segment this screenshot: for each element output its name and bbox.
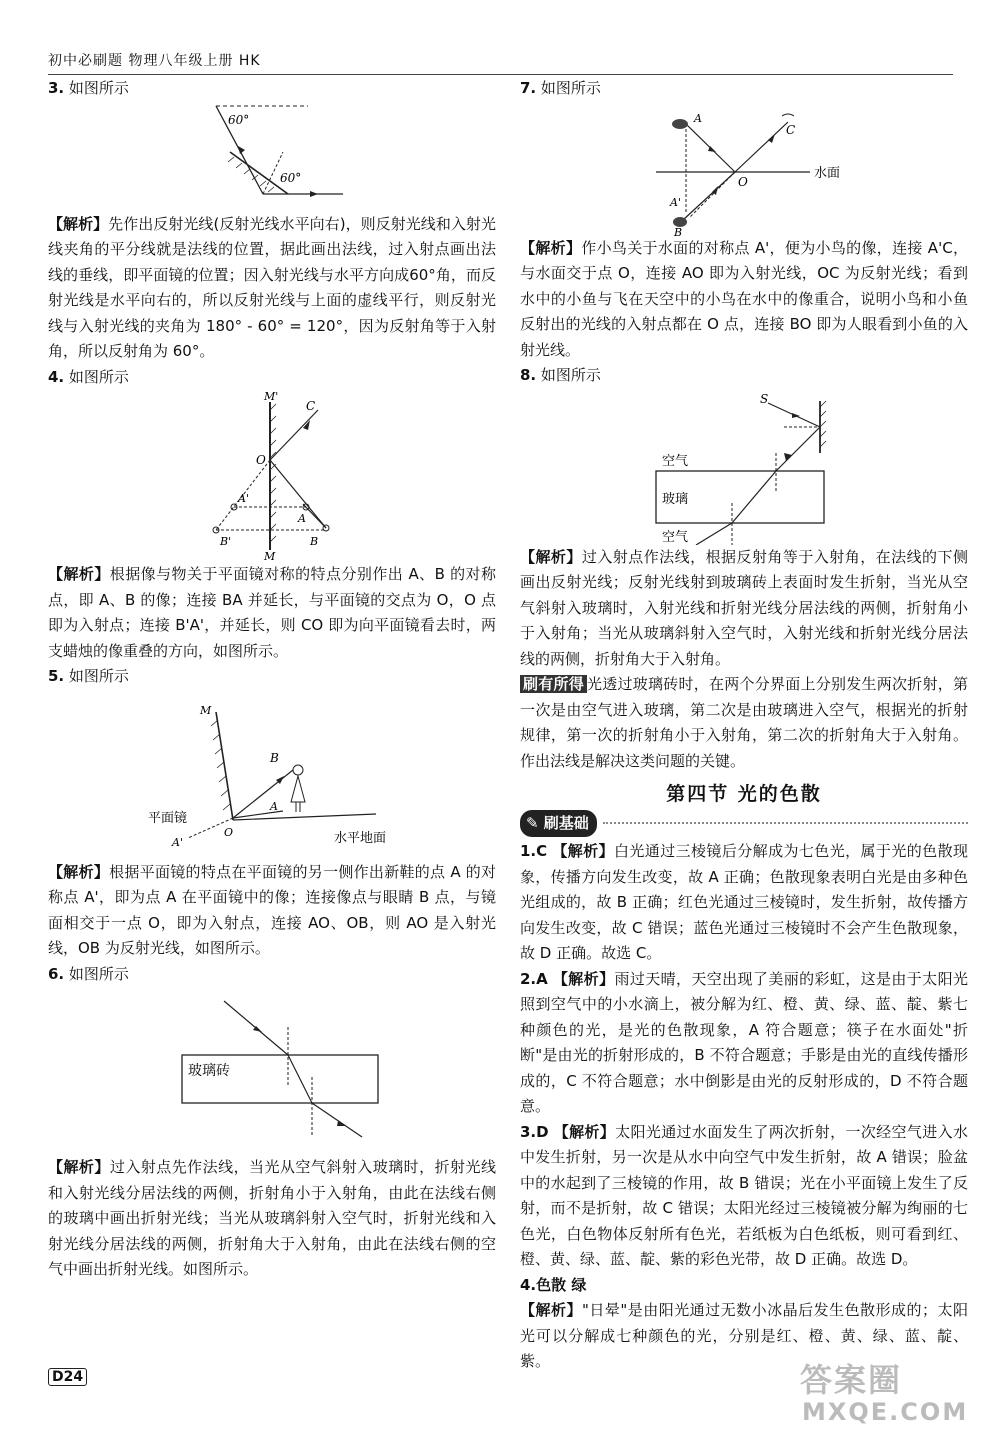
label: B bbox=[674, 225, 683, 236]
question-5 bbox=[48, 664, 496, 962]
explanation: 过入射点作法线，根据反射角等于入射角，在法线的下侧画出反射光线；反射光线射到玻璃砖上表面时发生折射，当光从空气斜射入玻璃时，入射光线和折射光线分居法线的两侧，折射角小于入射角；当光从玻璃斜射入空气时，入射光线和折射光线分居法线的两侧，折射角大于入射角。 bbox=[520, 547, 968, 668]
label: 空气 bbox=[662, 453, 689, 469]
label: A' bbox=[172, 835, 183, 849]
figure-q8 bbox=[520, 389, 968, 545]
header-divider bbox=[48, 74, 953, 75]
explanation: 根据像与物关于平面镜对称的特点分别作出 A、B 的对称点，即 A、B 的像；连接 BA 并延长，与平面镜的交点为 O，O 点即为入射点；连接 B'A'，并延长，则 CO 即为向平面镜看去时，两支蜡烛的像重叠的方向，如图所示。 bbox=[48, 565, 496, 660]
label: A' bbox=[238, 492, 249, 505]
page-number: D24 bbox=[48, 1368, 87, 1386]
answer-number: 2. bbox=[520, 969, 537, 988]
label: M bbox=[264, 550, 276, 562]
label: B bbox=[310, 535, 319, 548]
answer-1 bbox=[520, 839, 968, 967]
answer-number: 4. bbox=[520, 1275, 537, 1294]
question-3 bbox=[48, 76, 496, 365]
watermark: 答案圈 bbox=[800, 1361, 903, 1399]
question-number: 7. bbox=[520, 79, 537, 97]
answer-number: 1. bbox=[520, 842, 537, 860]
label: O bbox=[256, 453, 266, 467]
label: C bbox=[786, 122, 796, 137]
question-title: 如图所示 bbox=[68, 367, 129, 386]
jiexi-tag: 【解析】 bbox=[552, 842, 614, 860]
pencil-icon: ✎ bbox=[526, 813, 544, 832]
question-title: 如图所示 bbox=[540, 79, 601, 97]
answer-choice: C bbox=[536, 842, 548, 860]
label: O bbox=[224, 825, 234, 839]
gain-label: 刷有所得 bbox=[520, 675, 587, 693]
watermark-url: MXQE.COM bbox=[802, 1398, 969, 1426]
explanation: 过入射点先作法线，当光从空气斜射入玻璃时，折射光线和入射光线分居法线的两侧，折射角小于入射角，由此在法线右侧的玻璃中画出折射光线；当光从玻璃斜射入空气时，折射光线和入射光线分居法线的两侧，折射角大于入射角，由此在法线右侧的空气中画出折射光线。如图所示。 bbox=[48, 1158, 496, 1278]
badge-pill bbox=[520, 810, 597, 838]
label: 水面 bbox=[814, 165, 841, 181]
answer-3 bbox=[520, 1120, 968, 1273]
angle-label: 60° bbox=[280, 170, 302, 185]
answer-4 bbox=[520, 1273, 968, 1299]
figure-q5 bbox=[48, 690, 496, 860]
label: A' bbox=[670, 195, 681, 209]
jiexi-tag: 【解析】 bbox=[48, 1158, 110, 1176]
label: A bbox=[270, 799, 278, 813]
label: M' bbox=[264, 390, 279, 403]
question-8 bbox=[520, 363, 968, 774]
explanation: 根据平面镜的特点在平面镜的另一侧作出新鞋的点 A 的对称点 A'，即为点 A 在平面镜中的像；连接像点与眼睛 B 点，与镜面相交于一点 O，即为入射点，连接 AO、OB，则 AO 是入射光线，OB 为反射光线，如图所示。 bbox=[48, 862, 496, 957]
gain-text: 光透过玻璃砖时，在两个分界面上分别发生两次折射，第一次是由空气进入玻璃，第二次是由玻璃进入空气，根据光的折射规律，第一次的折射角小于入射角，第二次的折射角大于入射角。作出法线是解决这类问题的关键。 bbox=[520, 675, 968, 770]
question-4 bbox=[48, 365, 496, 665]
explanation: 先作出反射光线(反射光线水平向右)，则反射光线和入射光线夹角的平分线就是法线的位置，据此画出法线，过入射点画出法线的垂线，即平面镜的位置；因入射光线与水平方向成60°角，而反射光线是水平向右的，所以反射光线与上面的虚线平行，则反射光线与入射光线的夹角为 180° - 60° = 120°，因为反射角等于入射角，所以反射角为 60°。 bbox=[48, 214, 496, 360]
answer-2 bbox=[520, 967, 968, 1120]
jiexi-tag: 【解析】 bbox=[520, 1301, 582, 1319]
question-title: 如图所示 bbox=[68, 667, 129, 685]
badge-divider bbox=[603, 822, 968, 824]
question-number: 8. bbox=[520, 366, 537, 384]
answer-text: 白光通过三棱镜后分解成为七色光，属于光的色散现象，传播方向发生改变，故 A 正确；色散现象表明白光是由多种色光组成的，故 B 正确；红色光通过三棱镜时，发生折射，故传播方向发生改变，故 C 错误；蓝色光通过三棱镜时不会产生色散现象，故 D 正确。故选 C。 bbox=[520, 842, 968, 962]
right-column bbox=[520, 76, 968, 1375]
left-column bbox=[48, 76, 496, 1283]
answer-choice: D bbox=[536, 1122, 549, 1141]
label: M bbox=[200, 703, 212, 717]
badge-label: 刷基础 bbox=[543, 813, 589, 832]
label: A bbox=[694, 111, 702, 125]
jiexi-tag: 【解析】 bbox=[48, 862, 110, 881]
angle-label: 60° bbox=[228, 112, 250, 127]
explanation: 作小鸟关于水面的对称点 A'，便为小鸟的像，连接 A'C，与水面交于点 O，连接 AO 即为入射光线，OC 为反射光线；看到水中的小鱼与飞在天空中的小鸟在水中的像重合，说明小鸟和小鱼反射出的光线的入射点都在 O 点，连接 BO 即为人眼看到小鱼的入射光线。 bbox=[520, 238, 968, 359]
question-title: 如图所示 bbox=[68, 964, 129, 983]
question-number: 4. bbox=[48, 367, 65, 386]
label: 玻璃砖 bbox=[188, 1063, 230, 1079]
answer-text: 太阳光通过水面发生了两次折射，一次经空气进入水中发生折射，另一次是从水中向空气中发生折射，故 A 错误；脸盆中的水起到了三棱镜的作用，故 B 错误；光在小平面镜上发生了反射，而不是折射，故 C 错误；太阳光经过三棱镜被分解为绚丽的七色光，白色物体反射所有色光，若纸板为白色纸板，则可看到红、橙、黄、绿、蓝、靛、紫的彩色光带，故 D 正确。故选 D。 bbox=[520, 1122, 968, 1268]
jiexi-tag: 【解析】 bbox=[520, 238, 582, 257]
label: C bbox=[306, 399, 316, 413]
question-number: 3. bbox=[48, 79, 65, 97]
question-number: 5. bbox=[48, 667, 65, 685]
question-title: 如图所示 bbox=[68, 79, 129, 97]
question-7 bbox=[520, 76, 968, 363]
question-number: 6. bbox=[48, 964, 65, 983]
figure-q4 bbox=[48, 390, 496, 562]
label: 平面镜 bbox=[148, 810, 188, 826]
question-title: 如图所示 bbox=[540, 366, 601, 384]
label: 空气 bbox=[662, 529, 689, 545]
label: S bbox=[760, 391, 769, 406]
section-title: 第四节 光的色散 bbox=[666, 783, 822, 805]
label: O bbox=[738, 174, 748, 189]
label: 玻璃 bbox=[662, 491, 689, 507]
answer-number: 3. bbox=[520, 1122, 537, 1141]
label: B' bbox=[220, 535, 232, 548]
figure-q6 bbox=[48, 987, 496, 1155]
page-header: 初中必刷题 物理八年级上册 HK bbox=[48, 53, 261, 69]
label: 水平地面 bbox=[334, 830, 387, 846]
question-6 bbox=[48, 962, 496, 1283]
answer-choice: 色散 绿 bbox=[536, 1275, 587, 1294]
jiexi-tag: 【解析】 bbox=[48, 565, 110, 583]
answer-text: 雨过天晴，天空出现了美丽的彩虹，这是由于太阳光照到空气中的小水滴上，被分解为红、橙、黄、绿、蓝、靛、紫七种颜色的光，是光的色散现象，A 符合题意；筷子在水面处"折断"是由光的折射形成的，B 不符合题意；手影是由光的直线传播形成的，C 不符合题意；水中倒影是由光的反射形成的，D 不符合题意。 bbox=[520, 969, 968, 1115]
figure-q7 bbox=[520, 102, 968, 236]
answer-text: "日晕"是由阳光通过无数小冰晶后发生色散形成的；太阳光可以分解成七种颜色的光，分别是红、橙、黄、绿、蓝、靛、紫。 bbox=[520, 1301, 968, 1370]
jiexi-tag: 【解析】 bbox=[553, 1122, 616, 1141]
jiexi-tag: 【解析】 bbox=[520, 547, 582, 566]
section-badge bbox=[520, 810, 968, 838]
answer-choice: A bbox=[536, 969, 548, 988]
jiexi-tag: 【解析】 bbox=[552, 969, 615, 988]
jiexi-tag: 【解析】 bbox=[48, 214, 109, 233]
figure-q3 bbox=[48, 102, 496, 212]
label: B bbox=[270, 750, 279, 765]
label: A bbox=[298, 512, 306, 525]
